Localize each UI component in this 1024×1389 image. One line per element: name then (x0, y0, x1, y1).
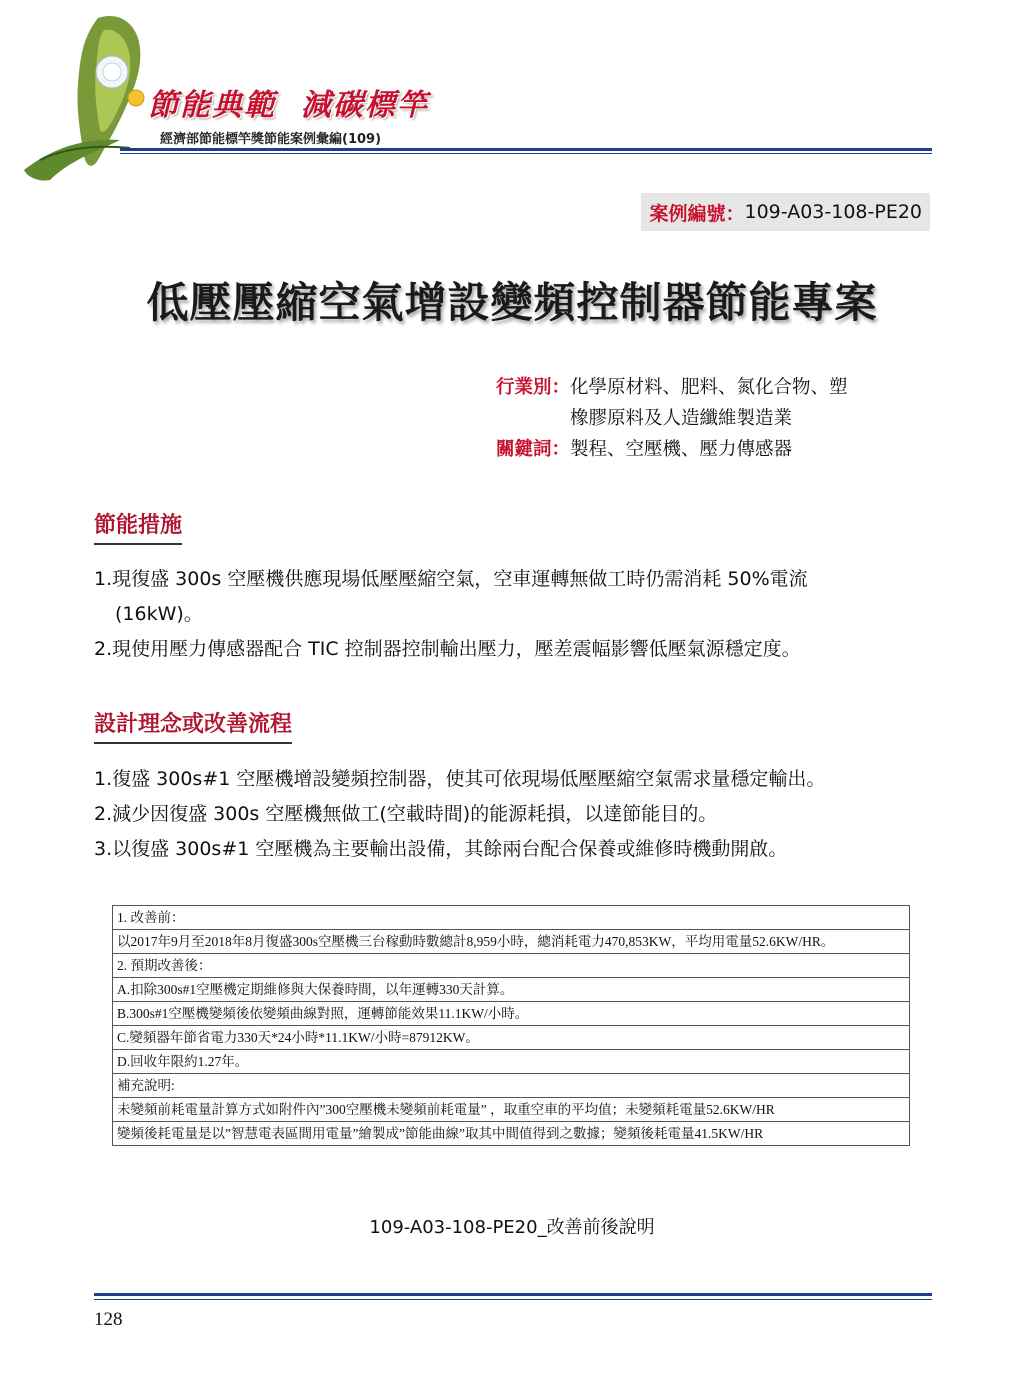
page-number: 128 (94, 1309, 123, 1330)
table-row (113, 1122, 910, 1146)
keywords-label: 關鍵詞： (496, 439, 571, 460)
keywords-row (496, 434, 848, 465)
table-row (113, 978, 910, 1002)
table-row (113, 1050, 910, 1074)
page-title: 低壓壓縮空氣增設變頻控制器節能專案 (146, 278, 878, 327)
brand-subtitle: 經濟部節能標竿獎節能案例彙編(109) (160, 132, 382, 147)
table-cell: 1. 改善前： (113, 906, 910, 930)
table-row (113, 1074, 910, 1098)
industry-line: 橡膠原料及人造纖維製造業 (570, 408, 793, 429)
case-meta (496, 372, 848, 465)
section-heading-measures: 節能措施 (94, 508, 182, 545)
footer-rule-thin (94, 1299, 932, 1300)
improvement-table (112, 905, 910, 1146)
table-row (113, 1026, 910, 1050)
table-cell: D.回收年限約1.27年。 (113, 1050, 910, 1074)
design-list (94, 762, 934, 867)
footer-rule-thick (94, 1293, 932, 1296)
industry-line: 化學原材料、肥料、氮化合物、塑 (570, 377, 848, 398)
table-row (113, 930, 910, 954)
list-item: 2.減少因復盛 300s 空壓機無做工(空載時間)的能源耗損，以達節能目的。 (94, 803, 718, 825)
list-item: 2.現使用壓力傳感器配合 TIC 控制器控制輸出壓力，壓差震幅影響低壓氣源穩定度。 (94, 638, 801, 660)
case-number-value: 109-A03-108-PE20 (744, 201, 922, 223)
table-cell: 以2017年9月至2018年8月復盛300s空壓機三台稼動時數總計8,959小時，總消耗電力470,853KW，平均用電量52.6KW/HR。 (113, 930, 910, 954)
table-cell: 變頻後耗電量是以”智慧電表區間用電量”繪製成”節能曲線”取其中間值得到之數據；變頻後耗電量41.5KW/HR (113, 1122, 910, 1146)
header-rule-thin (120, 153, 932, 154)
keywords-value: 製程、空壓機、壓力傳感器 (570, 439, 793, 460)
table-row (113, 1002, 910, 1026)
industry-label: 行業別： (496, 377, 571, 398)
table-row (113, 1098, 910, 1122)
list-item: 3.以復盛 300s#1 空壓機為主要輸出設備，其餘兩台配合保養或維修時機動開啟。 (94, 838, 788, 860)
table-cell: B.300s#1空壓機變頻後依變頻曲線對照，運轉節能效果11.1KW/小時。 (113, 1002, 910, 1026)
table-row (113, 954, 910, 978)
list-item: 1.現復盛 300s 空壓機供應現場低壓壓縮空氣，空車運轉無做工時仍需消耗 50%電流 (94, 568, 808, 590)
page-header (0, 0, 1024, 190)
table-row (113, 906, 910, 930)
table-cell: 2. 預期改善後： (113, 954, 910, 978)
table-cell: 補充說明: (113, 1074, 910, 1098)
list-item-continuation: (16kW)。 (115, 603, 203, 625)
case-number-label: 案例編號： (649, 202, 745, 225)
table-cell: A.扣除300s#1空壓機定期維修與大保養時間，以年運轉330天計算。 (113, 978, 910, 1002)
table-cell: C.變頻器年節省電力330天*24小時*11.1KW/小時=87912KW。 (113, 1026, 910, 1050)
header-rule-thick (120, 148, 932, 151)
measures-list (94, 562, 934, 667)
table-cell: 未變頻前耗電量計算方式如附件內”300空壓機未變頻前耗電量” ，取重空車的平均值；未變頻耗電量52.6KW/HR (113, 1098, 910, 1122)
section-heading-design: 設計理念或改善流程 (94, 707, 292, 744)
list-item: 1.復盛 300s#1 空壓機增設變頻控制器，使其可依現場低壓壓縮空氣需求量穩定輸出。 (94, 768, 826, 790)
brand-title: 節能典範 減碳標竿 (148, 88, 429, 123)
table-caption: 109-A03-108-PE20_改善前後說明 (369, 1217, 655, 1238)
industry-row (496, 372, 848, 434)
case-number-box (641, 193, 930, 231)
industry-value (570, 372, 848, 434)
